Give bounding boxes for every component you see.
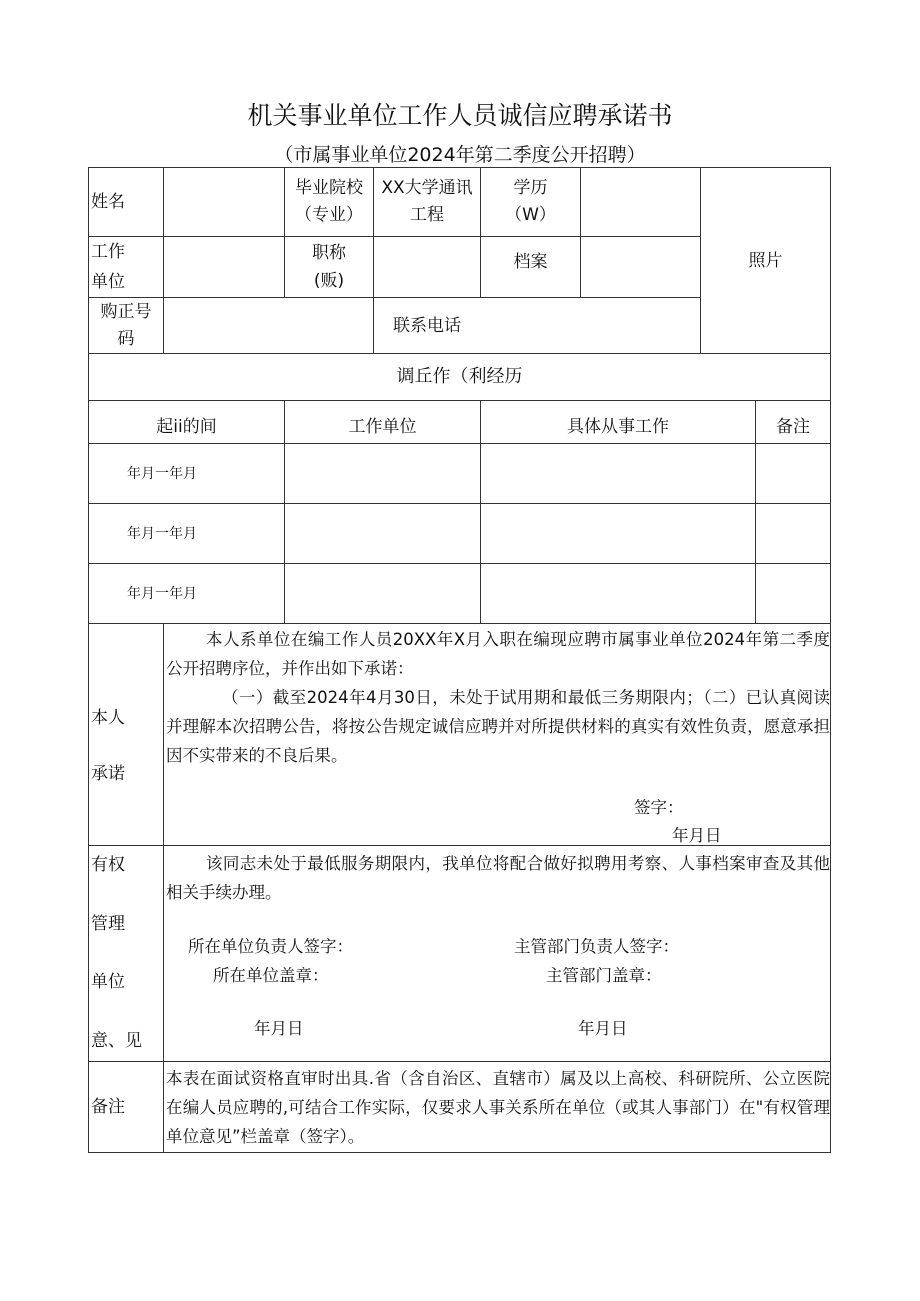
job-title-label: 职称 (贩) [312,243,346,291]
col-line [163,623,164,1153]
dept-seal: 主管部门盖章： [546,966,662,985]
table-border-bottom [88,1152,831,1153]
work-unit-field[interactable] [164,237,284,297]
job-title-field[interactable] [374,237,480,297]
history-header-duty: 具体从事工作 [567,416,669,437]
history-header-unit: 工作单位 [348,416,417,437]
phone-field[interactable] [481,298,700,353]
archive-label: 档案 [513,252,548,272]
opinion-label: 有权 管理 单位 意、见 [91,855,142,1051]
unit-seal: 所在单位盖章： [213,966,329,985]
opinion-paragraph: 该同志未处于最低服务期限内，我单位将配合做好拟聘用考察、人事档案审查及其他相关手续办理。 [166,854,830,902]
pledge-paragraph-2: （一）截至2024年4月30日，未处于试用期和最低三务期限内；（二）已认真阅读并理解本次招聘公告，将按公告规定诚信应聘并对所提供材料的真实有效性负责，愿意承担因不实带来的不良后果。 [166,688,830,765]
history-row-period: 年月一年月 [127,465,197,482]
name-label: 姓名 [91,192,125,212]
document-subtitle: （市属事业单位2024年第二季度公开招聘） [274,144,646,166]
document-title: 机关事业单位工作人员诚信应聘承诺书 [247,101,673,130]
pledge-date: 年月日 [672,826,722,845]
pledge-sign: 签字： [634,798,684,817]
table-border-right [830,167,831,1153]
history-row-period: 年月一年月 [127,585,197,602]
dept-date: 年月日 [578,1019,628,1038]
pledge-label: 本人 承诺 [91,708,125,784]
archive-field[interactable] [581,237,700,297]
unit-date: 年月日 [254,1019,304,1038]
row-line [88,400,831,401]
pledge-paragraph-1: 本人系单位在编工作人员20XX年X月入职在编现应聘市属事业单位2024年第二季度公开招聘序位，并作出如下承诺： [166,630,830,678]
remark-text: 本表在面试资格直审时出具.省（含自治区、直辖市）属及以上高校、科研院所、公立医院在编人员应聘的,可结合工作实际，仅要求人事关系所在单位（或其人事部门）在"有权管理单位意见”栏盖章（签字）。 [166,1069,830,1146]
id-number-label: 购正号 码 [100,301,152,349]
education-field[interactable] [581,168,700,236]
id-number-field[interactable] [164,298,373,353]
history-row-period: 年月一年月 [127,525,197,542]
name-field[interactable] [164,168,284,236]
history-header-period: 起ii的间 [156,416,217,437]
work-history-title: 调丘作（利经历 [396,366,523,387]
row-line [88,623,831,624]
school-label: 毕业院校 （专业） [295,178,363,225]
school-value[interactable]: XX大学通讯 工程 [381,178,473,225]
phone-label: 联系电话 [393,315,461,336]
education-label: 学历 （W） [505,178,556,225]
history-header-remark: 备注 [776,416,810,437]
row-line [88,1061,831,1062]
dept-head-sign: 主管部门负责人签字： [514,937,679,956]
unit-head-sign: 所在单位负责人签字： [188,937,353,956]
remark-label: 备注 [91,1097,125,1117]
work-unit-label: 工作 单位 [91,242,125,292]
photo-area[interactable]: 照片 [748,250,783,271]
